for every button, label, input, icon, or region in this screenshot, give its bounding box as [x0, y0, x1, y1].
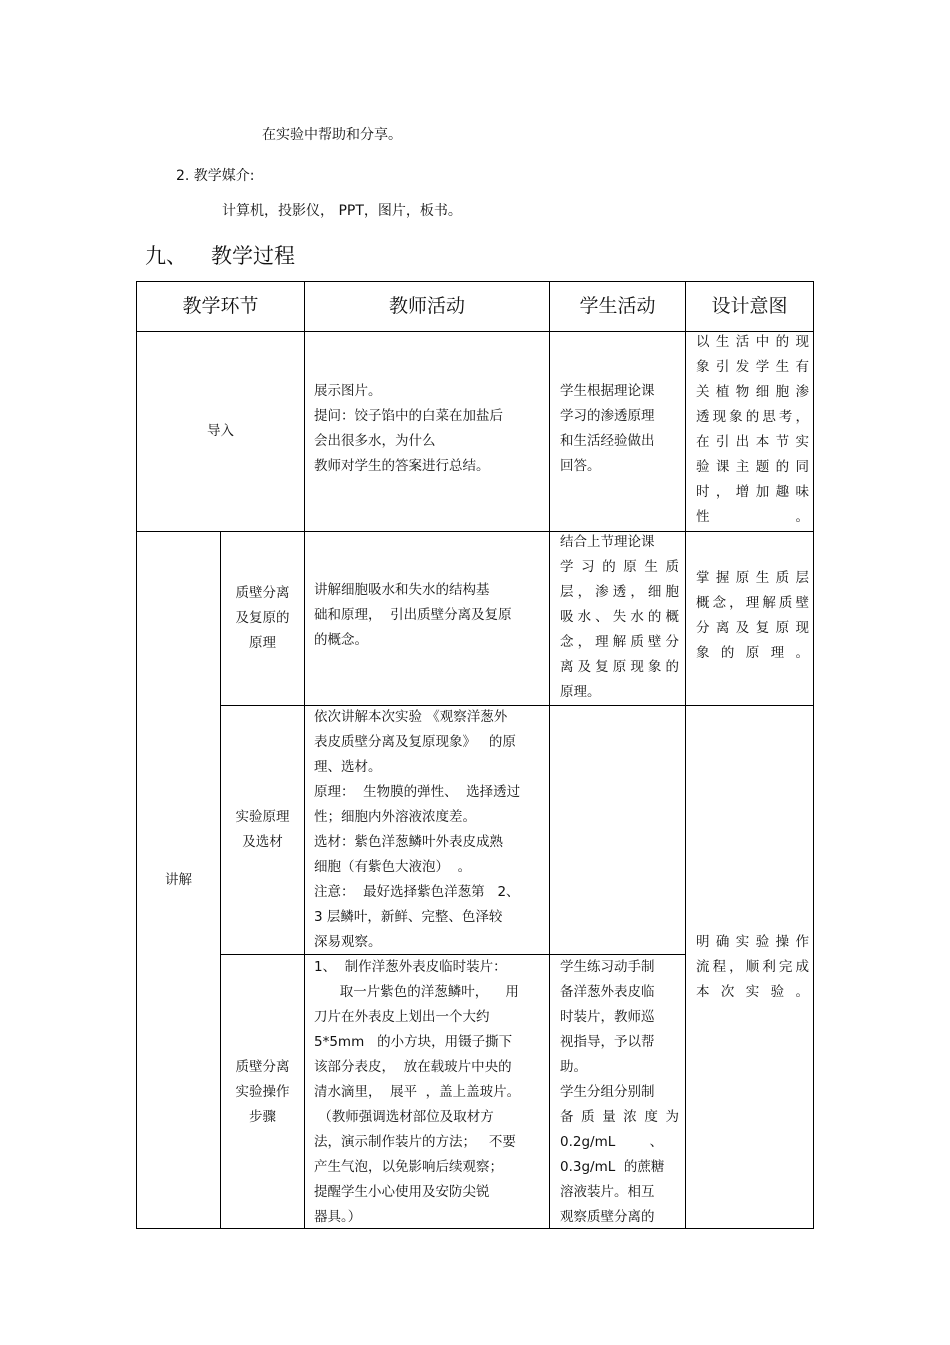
- design-intent-principle: 掌握原生质层 概念，理解质壁 分离及复原现 象的原理。: [696, 570, 809, 661]
- header-stage: 教学环节: [182, 295, 259, 317]
- section-heading: [145, 240, 295, 270]
- teacher-activity-principle: 讲解细胞吸水和失水的结构基 础和原理， 引出质壁分离及复原 的概念。: [314, 582, 512, 648]
- media-heading: 2. 教学媒介:: [176, 168, 255, 184]
- student-activity-intro: 学生根据理论课 学习的渗透原理 和生活经验做出 回答。: [560, 383, 655, 474]
- substage-principle-materials: 实验原理 及选材: [235, 809, 290, 850]
- substage-operation-steps: 质壁分离 实验操作 步骤: [235, 1058, 290, 1125]
- section-number: 九、: [145, 244, 187, 268]
- student-activity-steps: 学生练习动手制 备洋葱外表皮临 时装片，教师巡 视指导，予以帮 助。 学生分组分别制 备质量浓度为 0.2g/mL 、 0.3g/mL 的蔗糖 溶液装片。相互 观察质壁分离的: [560, 959, 679, 1225]
- design-intent-intro: 以生活中的现 象引发学生有 关植物细胞渗 透现象的思考， 在引出本节实 验课主题的同 时，增加趣味 性。: [696, 334, 809, 525]
- intro-line: 在实验中帮助和分享。: [262, 127, 402, 143]
- teacher-activity-steps: 1、 制作洋葱外表皮临时装片： 取一片紫色的洋葱鳞叶， 用 刀片在外表皮上划出一个大约 5*5mm 的小方块，用镊子撕下 该部分表皮， 放在载玻片中央的 清水滴里， 展平 ，盖上盖玻片。 （教师强调选材部位及取材方 法，演示制作装片的方法； 不要 产生气泡，以免影响后续观察； 提醒学生小心使用及安防尖锐 器具。）: [314, 959, 521, 1225]
- section-title: 教学过程: [211, 244, 295, 268]
- stage-intro: 导入: [207, 423, 234, 439]
- design-intent-experiment: 明确实验操作 流程，顺利完成 本次实验。: [696, 934, 809, 1000]
- media-items: 计算机，投影仪， PPT，图片，板书。: [222, 203, 462, 219]
- stage-explain: 讲解: [165, 872, 192, 888]
- substage-principle: 质壁分离 及复原的 原理: [235, 585, 290, 651]
- teacher-activity-materials: 依次讲解本次实验 《观察洋葱外 表皮质壁分离及复原现象》 的原 理、选材。 原理： 生物膜的弹性、 选择透过 性；细胞内外溶液浓度差。 选材：紫色洋葱鳞叶外表皮成熟 细胞（有紫色大液泡） 。 注意： 最好选择紫色洋葱第 2、 3 层鳞叶，新鲜、完整、色泽较 深易观察。: [314, 709, 521, 950]
- header-teacher: 教师活动: [388, 295, 465, 317]
- header-intent: 设计意图: [711, 295, 788, 317]
- header-student: 学生活动: [579, 295, 656, 317]
- teacher-activity-intro: 展示图片。 提问：饺子馅中的白菜在加盐后 会出很多水，为什么 教师对学生的答案进行总结。: [314, 383, 503, 474]
- student-activity-principle: 结合上节理论课 学习的原生质 层，渗透，细胞 吸水、失水的概 念，理解质壁分 离及复原现象的 原理。: [560, 534, 679, 700]
